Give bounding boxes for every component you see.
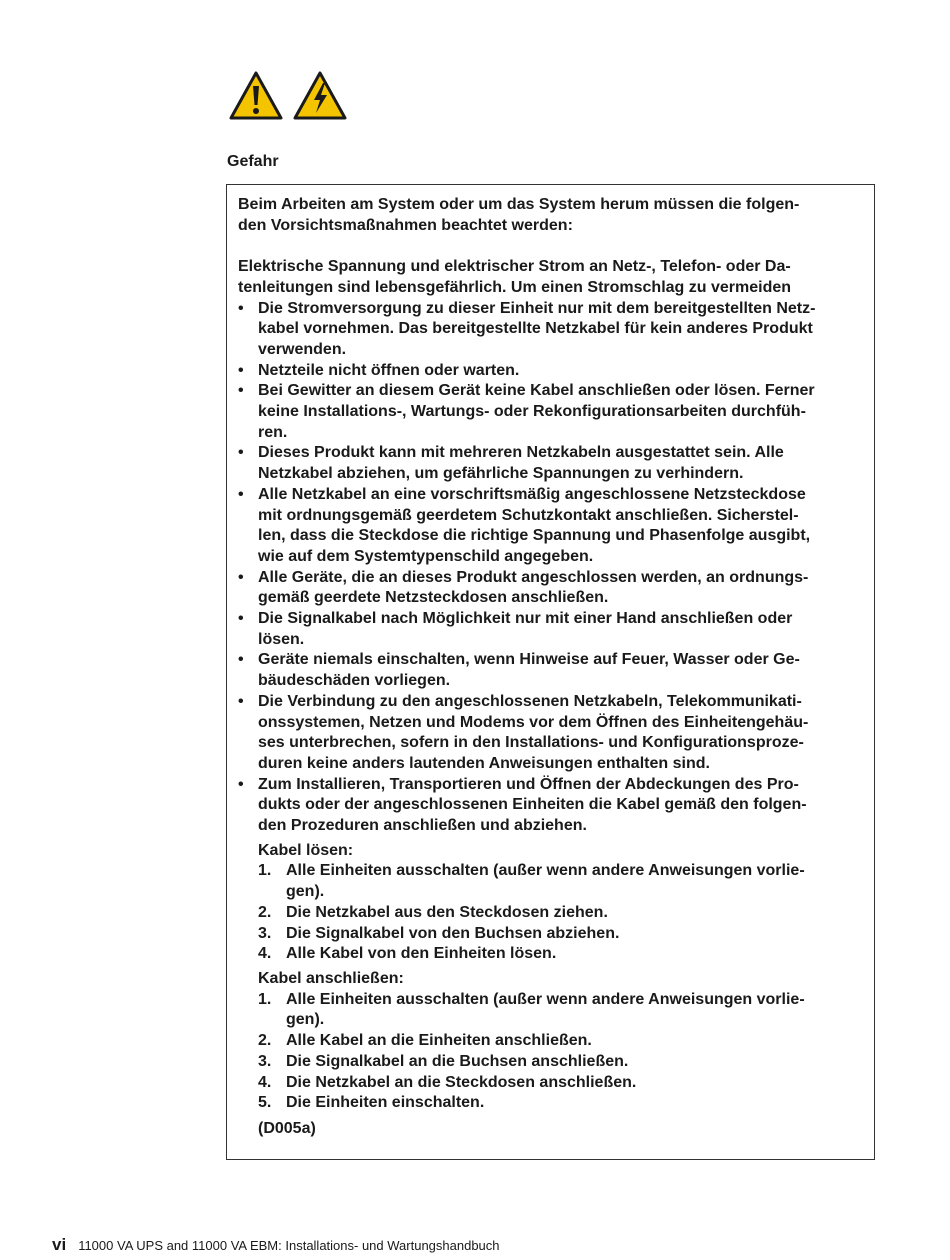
bullet-marker: • [238, 692, 244, 710]
precaution-list [238, 299, 864, 837]
list-item [238, 650, 864, 691]
step-item [258, 924, 864, 945]
step-text: Alle Einheiten ausschalten (außer wenn andere Anweisungen vorlie- gen). [286, 990, 805, 1029]
list-item-text: Die Stromversorgung zu dieser Einheit nur mit dem bereitgestellten Netz- kabel vornehmen. Das bereitgestellte Netzkabel für kein anderes Produkt verwenden. [258, 299, 816, 358]
step-text: Die Signalkabel an die Buchsen anschließen. [286, 1052, 629, 1070]
bullet-marker: • [238, 382, 244, 400]
step-number: 4. [258, 945, 272, 963]
hazard-icons [228, 70, 348, 122]
step-item [258, 1093, 864, 1114]
list-item-text: Netzteile nicht öffnen oder warten. [258, 361, 520, 379]
step-item [258, 861, 864, 902]
list-item-text: Alle Netzkabel an eine vorschriftsmäßig angeschlossene Netzsteckdose mit ordnungsgemäß geerdetem Schutzkontakt anschließen. Sicherstel- len, dass die Steckdose die richtige Spannung und Phasenfolge ausgibt, wie auf dem Systemtypenschild angegeben. [258, 485, 811, 565]
list-item [238, 568, 864, 609]
danger-heading: Gefahr [227, 153, 279, 170]
step-number: 3. [258, 1052, 272, 1070]
list-item [238, 609, 864, 650]
step-item [258, 1073, 864, 1094]
connect-steps [258, 990, 864, 1114]
list-item [238, 775, 864, 837]
step-text: Alle Einheiten ausschalten (außer wenn andere Anweisungen vorlie- gen). [286, 862, 805, 901]
step-item [258, 1052, 864, 1073]
danger-notice-box [226, 184, 875, 1160]
step-number: 5. [258, 1094, 272, 1112]
warning-icon [228, 70, 284, 122]
bullet-marker: • [238, 568, 244, 586]
step-text: Alle Kabel von den Einheiten lösen. [286, 945, 557, 963]
list-item-text: Bei Gewitter an diesem Gerät keine Kabel anschließen oder lösen. Ferner keine Installations-, Wartungs- oder Rekonfigurationsarbeiten durchfüh- ren. [258, 382, 815, 441]
disconnect-title: Kabel lösen: [258, 841, 354, 859]
step-number: 2. [258, 1032, 272, 1050]
step-item [258, 944, 864, 965]
step-item [258, 1031, 864, 1052]
list-item-text: Dieses Produkt kann mit mehreren Netzkabeln ausgestattet sein. Alle Netzkabel abziehen, um gefährliche Spannungen zu verhindern. [258, 444, 784, 483]
step-text: Die Netzkabel aus den Steckdosen ziehen. [286, 903, 608, 921]
document-title: 11000 VA UPS and 11000 VA EBM: Installations- und Wartungshandbuch [78, 1238, 500, 1253]
list-item-text: Alle Geräte, die an dieses Produkt angeschlossen werden, an ordnungs- gemäß geerdete Netzsteckdosen anschließen. [258, 568, 809, 607]
bullet-marker: • [238, 444, 244, 462]
page-number: vi [52, 1235, 67, 1254]
page-footer [52, 1235, 500, 1255]
notice-code: (D005a) [258, 1119, 316, 1137]
electrical-hazard-icon [292, 70, 348, 122]
list-item [238, 692, 864, 775]
bullet-marker: • [238, 299, 244, 317]
list-item [238, 299, 864, 361]
list-item [238, 381, 864, 443]
bullet-marker: • [238, 651, 244, 669]
list-item-text: Die Verbindung zu den angeschlossenen Netzkabeln, Telekommunikati- onssystemen, Netzen und Modems vor dem Öffnen des Einheitengehäu- ses unterbrechen, sofern in den Installations- und Konfigurationsproze- duren keine anders lautenden Anweisungen enthalten sind. [258, 692, 809, 772]
step-text: Die Signalkabel von den Buchsen abziehen. [286, 924, 620, 942]
list-item [238, 443, 864, 484]
bullet-marker: • [238, 485, 244, 503]
step-text: Die Einheiten einschalten. [286, 1094, 485, 1112]
step-number: 3. [258, 924, 272, 942]
bullet-marker: • [238, 775, 244, 793]
bullet-marker: • [238, 361, 244, 379]
step-text: Alle Kabel an die Einheiten anschließen. [286, 1032, 592, 1050]
step-number: 2. [258, 903, 272, 921]
list-item-text: Zum Installieren, Transportieren und Öffnen der Abdeckungen des Pro- dukts oder der angeschlossenen Einheiten die Kabel gemäß den folgen- den Prozeduren anschließen und abziehen. [258, 775, 807, 835]
intro-text: Beim Arbeiten am System oder um das System herum müssen die folgen- den Vorsichtsmaßnahmen beachtet werden: [238, 196, 800, 234]
list-item-text: Die Signalkabel nach Möglichkeit nur mit einer Hand anschließen oder lösen. [258, 610, 793, 648]
list-item [238, 485, 864, 568]
warning-text: Elektrische Spannung und elektrischer Strom an Netz-, Telefon- oder Da- tenleitungen sind lebensgefährlich. Um einen Stromschlag zu vermeiden [238, 258, 792, 296]
step-item [258, 990, 864, 1031]
step-number: 1. [258, 990, 272, 1008]
step-number: 4. [258, 1073, 272, 1091]
step-text: Die Netzkabel an die Steckdosen anschließen. [286, 1073, 637, 1091]
step-item [258, 903, 864, 924]
step-number: 1. [258, 862, 272, 880]
disconnect-steps [258, 861, 864, 965]
disconnect-section [238, 841, 864, 1140]
connect-title: Kabel anschließen: [258, 970, 404, 987]
list-item-text: Geräte niemals einschalten, wenn Hinweise auf Feuer, Wasser oder Ge- bäudeschäden vorliegen. [258, 651, 800, 690]
bullet-marker: • [238, 610, 244, 628]
list-item [238, 361, 864, 382]
